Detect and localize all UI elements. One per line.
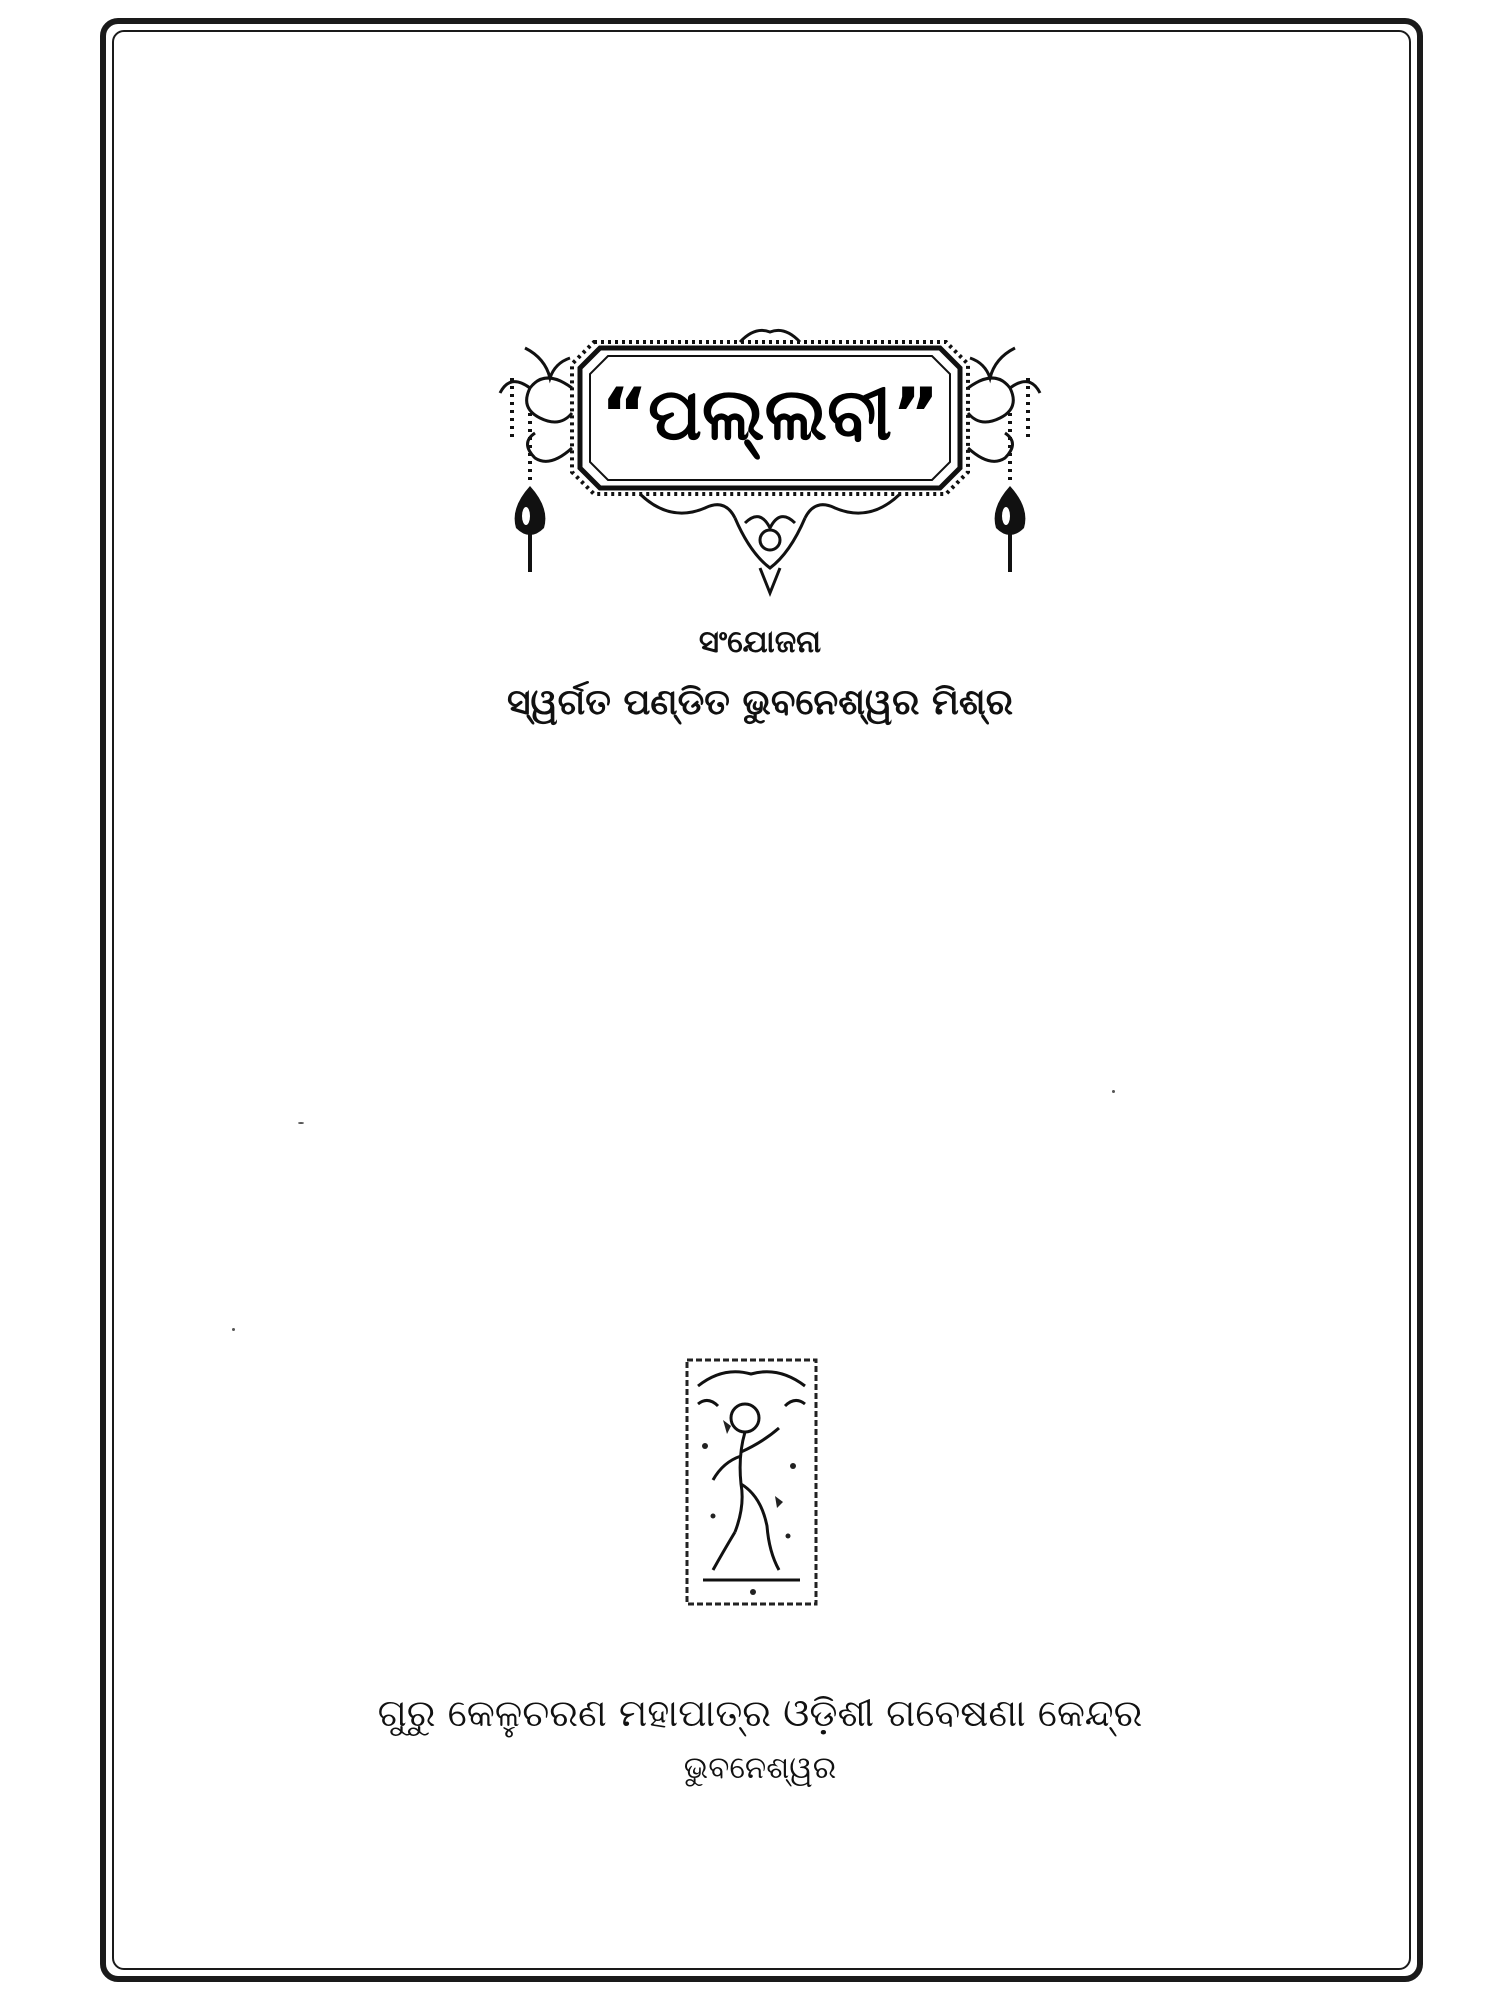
dancer-emblem-icon — [683, 1356, 820, 1608]
scan-speck — [232, 1328, 235, 1331]
scan-speck — [1112, 1090, 1115, 1093]
compiler-label: ସଂଯୋଜନା — [698, 624, 822, 660]
scan-speck — [298, 1122, 304, 1124]
book-title: “ପଲ୍ଲବୀ” — [600, 372, 940, 456]
publisher-place: ଭୁବନେଶ୍ୱର — [683, 1750, 837, 1786]
compiler-name: ସ୍ୱର୍ଗତ ପଣ୍ଡିତ ଭୁବନେଶ୍ୱର ମିଶ୍ର — [506, 682, 1014, 723]
publisher-name: ଗୁରୁ କେଳୁଚରଣ ମହାପାତ୍ର ଓଡ଼ିଶୀ ଗବେଷଣା କେନ୍ଦ୍ର — [377, 1691, 1143, 1735]
